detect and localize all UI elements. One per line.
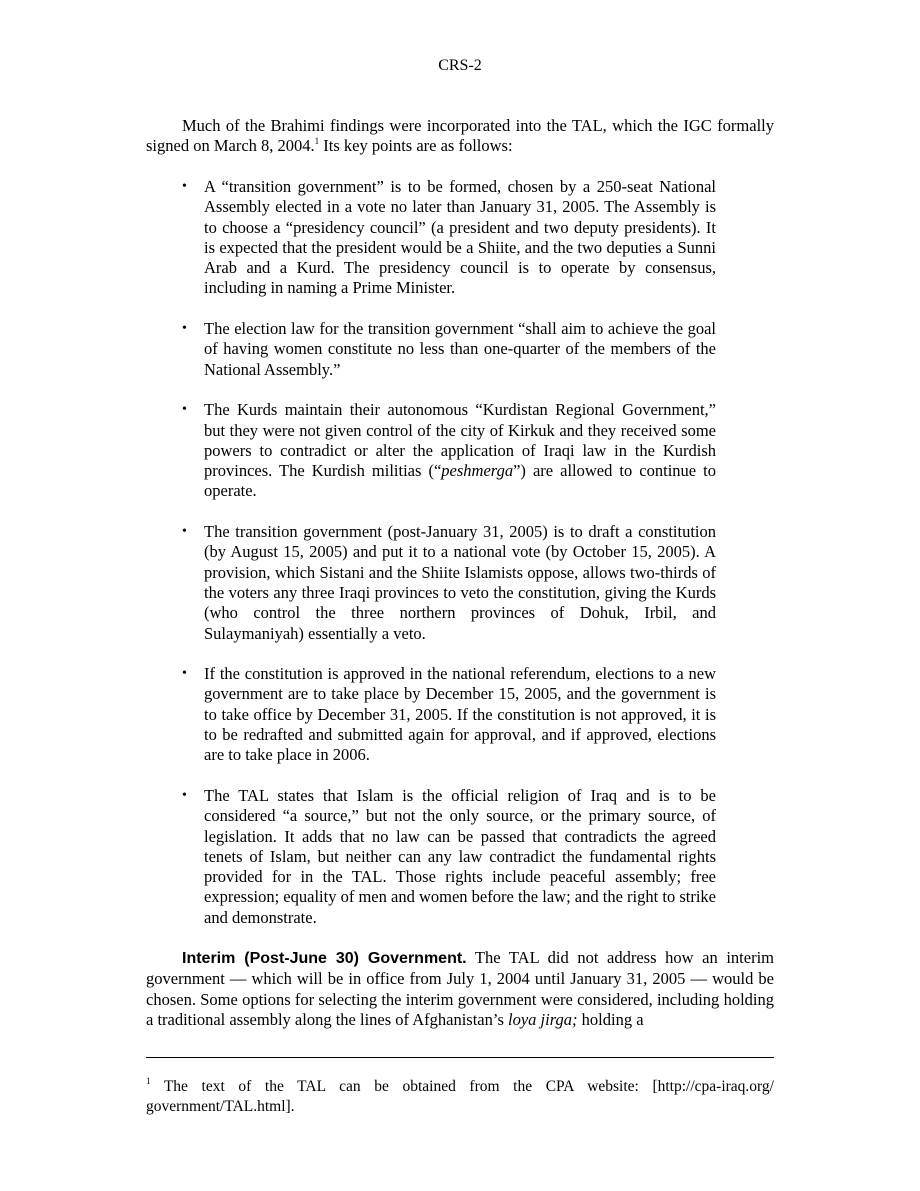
bullet-icon: •: [182, 179, 187, 194]
bullet-icon: •: [182, 524, 187, 540]
footnote-reference[interactable]: 1: [314, 136, 320, 147]
list-item-text: The election law for the transition government “shall aim to achieve the goal of having women constitute no less than one-quarter of the members of the National Assembly.”: [204, 319, 716, 379]
list-item-text: If the constitution is approved in the national referendum, elections to a new government are to take place by December 15, 2005, and the government is to take office by December 31, 2005. If the constitution is not approved, it is to be redrafted and submitted again for approval, and if approved, elections are to take place in 2006.: [204, 664, 716, 765]
list-item: [182, 177, 716, 299]
list-item-text: The Kurds maintain their autonomous “Kurdistan Regional Government,” but they were not given control of the city of Kirkuk and they received some powers to contradict or alter the application of Iraqi law in the Kurdish provinces. The Kurdish militias (“: [204, 400, 716, 481]
bullet-icon: •: [182, 321, 187, 337]
list-item: [182, 786, 716, 928]
list-item-text-continued: ”) are allowed to continue to operate.: [204, 461, 716, 501]
section-heading: Interim (Post-June 30) Government.: [182, 950, 467, 967]
bullet-icon: •: [182, 787, 187, 803]
intro-text: Much of the Brahimi findings were incorporated into the TAL, which the IGC formally signed on March 8, 2004.: [146, 116, 774, 156]
list-item-text: A “transition government” is to be formed, chosen by a 250-seat National Assembly elected in a vote no later than January 31, 2005. The Assembly is to choose a “presidency council” (a president and two deputy presidents). It is expected that the president would be a Shiite, and the two deputies a Sunni Arab and a Kurd. The presidency council is to operate by consensus, including in naming a Prime Minister.: [204, 177, 716, 298]
bullet-icon: •: [182, 666, 187, 682]
list-item: [182, 400, 716, 501]
footnote-marker: 1: [146, 1076, 151, 1086]
key-points-list: [182, 177, 716, 948]
section-text: The TAL did not address how an interim government — which will be in office from July 1, 2004 until January 31, 2005 — would be chosen. Some options for selecting the interim government were considered, including holding a traditional assembly along the lines of Afghanistan’s: [146, 948, 774, 1029]
footnote-divider: [146, 1057, 774, 1058]
section-text-continued: holding a: [577, 1009, 644, 1029]
list-item: [182, 522, 716, 644]
italic-term: peshmerga: [441, 461, 514, 481]
bullet-icon: •: [182, 402, 187, 418]
footnote-text: The text of the TAL can be obtained from the CPA website: [http://cpa-iraq.org/ government/TAL.html].: [146, 1078, 774, 1115]
interim-government-section: [146, 948, 774, 1030]
list-item: [182, 319, 716, 380]
footnote: [146, 1077, 774, 1117]
list-item-text: The TAL states that Islam is the official religion of Iraq and is to be considered “a source,” but not the only source, or the primary source, of legislation. It adds that no law can be passed that contradicts the agreed tenets of Islam, but neither can any law contradict the fundamental rights provided for in the TAL. Those rights include peaceful assembly; free expression; equality of men and women before the law; and the right to strike and demonstrate.: [204, 785, 716, 927]
italic-term: loya jirga;: [508, 1009, 578, 1029]
intro-paragraph: [146, 116, 774, 157]
list-item-text: The transition government (post-January 31, 2005) is to draft a constitution (by August 15, 2005) and put it to a national vote (by October 15, 2005). A provision, which Sistani and the Shiite Islamists oppose, allows two-thirds of the voters any three Iraqi provinces to veto the constitution, giving the Kurds (who control the three northern provinces of Dohuk, Irbil, and Sulaymaniyah) essentially a veto.: [204, 522, 716, 643]
list-item: [182, 664, 716, 765]
page-header: CRS-2: [438, 57, 482, 74]
intro-text-continued: Its key points are as follows:: [319, 136, 513, 156]
